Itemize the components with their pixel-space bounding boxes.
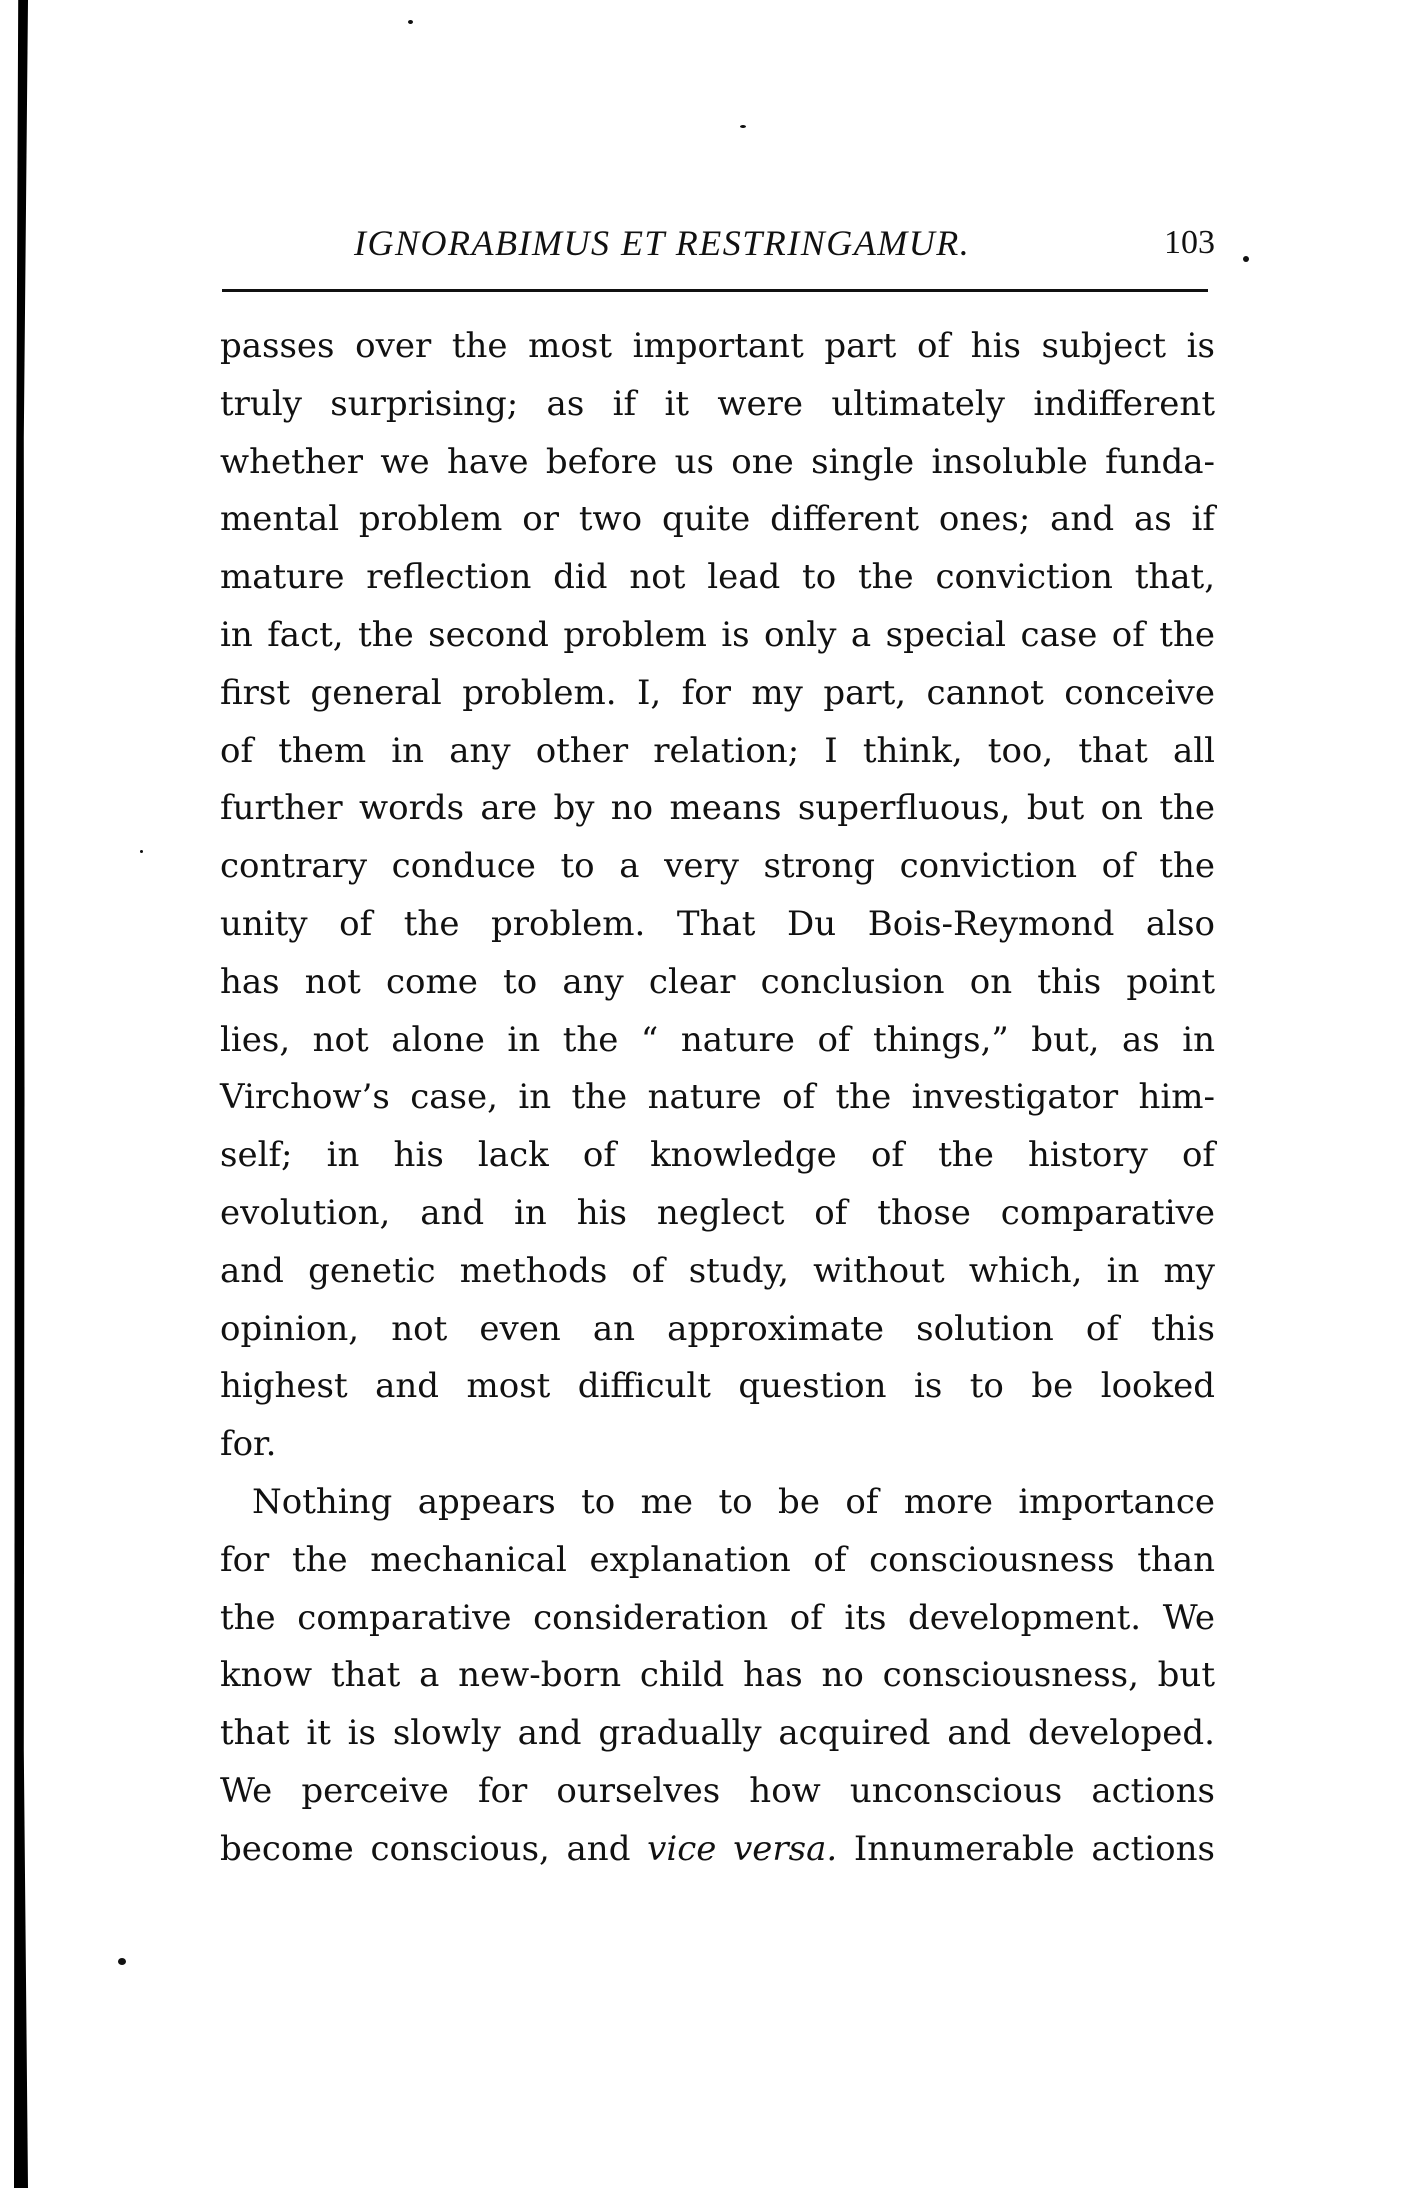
text-line-last <box>220 1821 1215 1879</box>
running-title: IGNORABIMUS ET RESTRINGAMUR. <box>354 223 971 263</box>
text-line: Virchow’s case, in the nature of the investigator him- <box>220 1077 1215 1118</box>
text-line: mature reflection did not lead to the conviction that, <box>220 557 1215 598</box>
text-line: opinion, not even an approximate solution of this <box>220 1308 1215 1349</box>
italic-phrase: vice versa. <box>647 1828 838 1869</box>
header-rule <box>222 289 1208 292</box>
text-line: for the mechanical explanation of consciousness than <box>220 1539 1215 1580</box>
text-line: further words are by no means superfluous, but on the <box>220 788 1215 829</box>
text-line: that it is slowly and gradually acquired and developed. <box>220 1713 1215 1754</box>
ink-speck <box>118 1958 126 1965</box>
text-line: passes over the most important part of his subject is <box>220 326 1215 366</box>
text-line: first general problem. I, for my part, cannot conceive <box>220 672 1215 713</box>
text-line: in fact, the second problem is only a special case of the <box>220 614 1215 655</box>
text-line: lies, not alone in the “ nature of things,” but, as in <box>220 1019 1215 1060</box>
text-line: the comparative consideration of its development. We <box>220 1597 1215 1638</box>
text-line: mental problem or two quite different ones; and as if <box>220 499 1215 540</box>
page-binding-edge <box>14 0 28 2188</box>
text-line: for. <box>220 1424 277 1465</box>
text-run: become conscious, and <box>220 1828 648 1869</box>
ink-speck <box>408 20 413 24</box>
paragraph-2 <box>220 1474 1215 1879</box>
text-line: know that a new-born child has no consciousness, but <box>220 1655 1215 1696</box>
text-line: has not come to any clear conclusion on this point <box>220 961 1215 1002</box>
text-line: We perceive for ourselves how unconscious actions <box>220 1770 1215 1811</box>
text-line: of them in any other relation; I think, too, that all <box>220 730 1215 771</box>
text-line: whether we have before us one single insoluble funda- <box>220 441 1215 482</box>
text-line: and genetic methods of study, without which, in my <box>220 1250 1215 1291</box>
text-line: contrary conduce to a very strong conviction of the <box>220 846 1215 887</box>
text-line: self; in his lack of knowledge of the history of <box>220 1135 1215 1176</box>
ink-speck <box>740 125 746 128</box>
text-line: unity of the problem. That Du Bois-Reymond also <box>220 903 1215 944</box>
body-text <box>220 318 1215 1879</box>
text-line: evolution, and in his neglect of those comparative <box>220 1192 1215 1233</box>
text-line: highest and most difficult question is to be looked <box>220 1366 1215 1407</box>
running-head <box>220 222 1215 266</box>
paragraph-1 <box>220 318 1215 1474</box>
page-number: 103 <box>1164 224 1215 261</box>
text-line: truly surprising; as if it were ultimately indifferent <box>220 383 1215 424</box>
text-run: Innumerable actions <box>837 1828 1215 1869</box>
ink-mark <box>1243 256 1249 262</box>
text-line: Nothing appears to me to be of more importance <box>252 1481 1215 1522</box>
ink-speck <box>140 850 143 853</box>
